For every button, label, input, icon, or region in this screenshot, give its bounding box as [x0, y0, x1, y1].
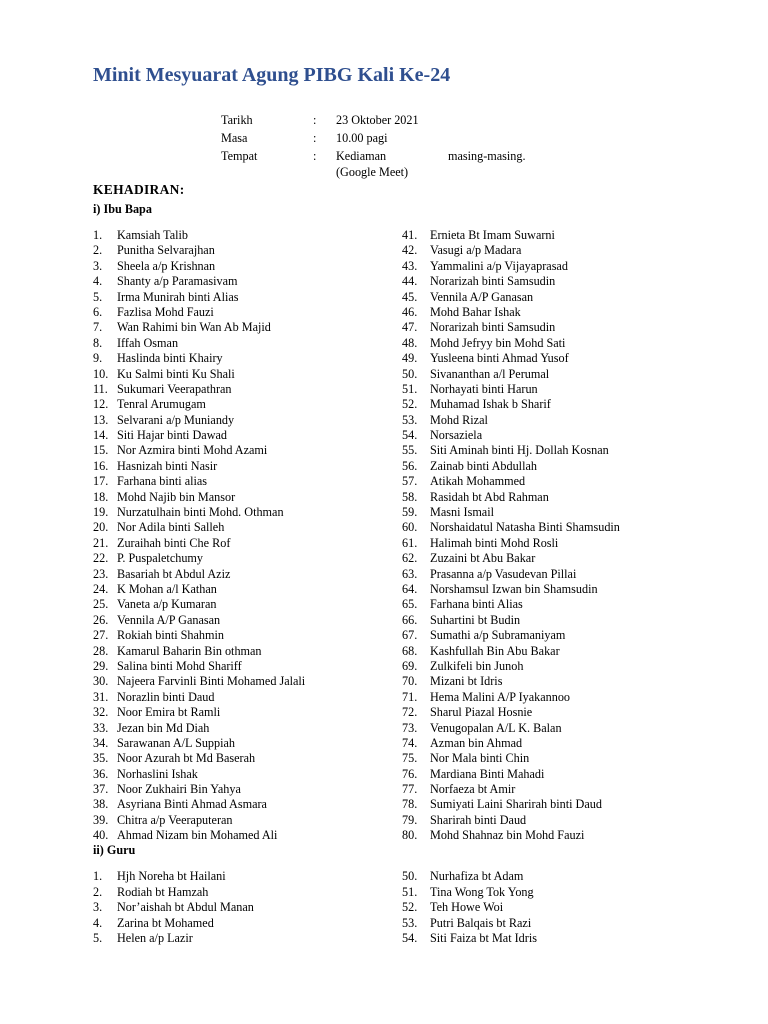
- list-item-name: Rasidah bt Abd Rahman: [430, 489, 549, 504]
- time-colon: :: [313, 131, 317, 145]
- list-item-name: Noor Emira bt Ramli: [117, 705, 221, 720]
- list-item-name: Kamarul Baharin Bin othman: [117, 643, 262, 658]
- list-item-number: 40.: [93, 828, 109, 843]
- list-item-number: 65.: [402, 597, 418, 612]
- list-item-name: Nurhafiza bt Adam: [430, 869, 524, 883]
- list-item-name: Ku Salmi binti Ku Shali: [117, 366, 235, 381]
- list-item-number: 67.: [402, 628, 418, 643]
- list-item-number: 61.: [402, 535, 418, 550]
- list-item-number: 32.: [93, 705, 109, 720]
- date-value: 23 Oktober 2021: [336, 113, 419, 127]
- list-item-name: Nor Mala binti Chin: [430, 751, 530, 766]
- list-item-name: Wan Rahimi bin Wan Ab Majid: [117, 320, 271, 335]
- list-item-number: 38.: [93, 797, 109, 812]
- list-item-name: Punitha Selvarajhan: [117, 243, 215, 258]
- list-item-number: 4.: [93, 274, 103, 289]
- list-item-number: 28.: [93, 643, 109, 658]
- list-item-name: Ernieta Bt Imam Suwarni: [430, 228, 555, 242]
- list-item-number: 34.: [93, 735, 109, 750]
- list-item-number: 30.: [93, 674, 109, 689]
- list-item-name: Nor’aishah bt Abdul Manan: [117, 900, 254, 915]
- list-item-name: Noor Zukhairi Bin Yahya: [117, 782, 241, 797]
- date-colon: :: [313, 113, 317, 127]
- list-item-number: 6.: [93, 304, 103, 319]
- list-item-name: Norfaeza bt Amir: [430, 782, 516, 797]
- list-item-name: Siti Aminah binti Hj. Dollah Kosnan: [430, 443, 609, 458]
- list-item-number: 79.: [402, 812, 418, 827]
- list-item-number: 51.: [402, 381, 418, 396]
- list-item-name: Nor Adila binti Salleh: [117, 520, 225, 535]
- list-item-name: Mohd Najib bin Mansor: [117, 489, 236, 504]
- list-item-name: Vasugi a/p Madara: [430, 243, 522, 258]
- list-item-name: Farhana binti alias: [117, 474, 208, 489]
- list-item-name: Nurzatulhain binti Mohd. Othman: [117, 505, 284, 520]
- list-item-number: 50.: [402, 366, 418, 381]
- list-item-number: 50.: [402, 869, 418, 883]
- list-item-number: 4.: [93, 915, 103, 930]
- list-item-number: 10.: [93, 366, 109, 381]
- list-item-number: 21.: [93, 535, 109, 550]
- list-item-number: 37.: [93, 782, 109, 797]
- list-item-name: Hema Malini A/P Iyakannoo: [430, 689, 571, 704]
- date-label: Tarikh: [221, 113, 253, 127]
- list-item-number: 31.: [93, 689, 109, 704]
- list-item-name: Najeera Farvinli Binti Mohamed Jalali: [117, 674, 306, 689]
- list-item-name: Chitra a/p Veeraputeran: [117, 812, 233, 827]
- list-item-number: 68.: [402, 643, 418, 658]
- list-item-number: 60.: [402, 520, 418, 535]
- parents-heading: i) Ibu Bapa: [93, 202, 152, 216]
- list-item-name: Hjh Noreha bt Hailani: [117, 869, 226, 883]
- list-item-number: 52.: [402, 397, 418, 412]
- list-item-number: 80.: [402, 828, 418, 843]
- list-item-name: Yammalini a/p Vijayaprasad: [430, 258, 568, 273]
- list-item-number: 16.: [93, 458, 109, 473]
- teachers-heading: ii) Guru: [93, 843, 136, 857]
- list-item-number: 39.: [93, 812, 109, 827]
- list-item-number: 72.: [402, 705, 418, 720]
- list-item-name: Vennila A/P Ganasan: [430, 289, 534, 304]
- list-item-name: Noor Azurah bt Md Baserah: [117, 751, 256, 766]
- list-item-number: 48.: [402, 335, 418, 350]
- list-item-number: 44.: [402, 274, 418, 289]
- list-item-number: 2.: [93, 884, 103, 899]
- list-item-number: 77.: [402, 782, 418, 797]
- list-item-number: 53.: [402, 412, 418, 427]
- list-item-number: 71.: [402, 689, 418, 704]
- list-item-number: 14.: [93, 428, 109, 443]
- list-item-number: 69.: [402, 658, 418, 673]
- list-item-number: 22.: [93, 551, 109, 566]
- list-item-name: K Mohan a/l Kathan: [117, 581, 217, 596]
- list-item-number: 18.: [93, 489, 109, 504]
- list-item-number: 66.: [402, 612, 418, 627]
- list-item-number: 17.: [93, 474, 109, 489]
- list-item-name: Norshamsul Izwan bin Shamsudin: [430, 581, 598, 596]
- list-item-number: 54.: [402, 428, 418, 443]
- list-item-number: 57.: [402, 474, 418, 489]
- list-item-name: Haslinda binti Khairy: [117, 351, 223, 366]
- list-item-name: Sheela a/p Krishnan: [117, 258, 216, 273]
- list-item-number: 12.: [93, 397, 109, 412]
- list-item-name: Norsaziela: [430, 428, 483, 443]
- list-item-name: Suhartini bt Budin: [430, 612, 521, 627]
- list-item-name: Sumathi a/p Subramaniyam: [430, 628, 566, 643]
- list-item-number: 49.: [402, 351, 418, 366]
- attendance-heading: KEHADIRAN:: [93, 182, 185, 197]
- list-item-number: 3.: [93, 258, 103, 273]
- list-item-name: Salina binti Mohd Shariff: [117, 658, 242, 673]
- list-item-name: Tenral Arumugam: [117, 397, 206, 412]
- place-colon: :: [313, 149, 317, 163]
- list-item-name: Sivananthan a/l Perumal: [430, 366, 550, 381]
- list-item-number: 13.: [93, 412, 109, 427]
- list-item-name: Zuraihah binti Che Rof: [117, 535, 231, 550]
- list-item-name: Sharirah binti Daud: [430, 812, 527, 827]
- list-item-number: 46.: [402, 304, 418, 319]
- list-item-number: 15.: [93, 443, 109, 458]
- list-item-name: Mizani bt Idris: [430, 674, 503, 689]
- list-item-name: Helen a/p Lazir: [117, 931, 193, 946]
- list-item-name: Norazlin binti Daud: [117, 689, 215, 704]
- time-value: 10.00 pagi: [336, 131, 388, 145]
- list-item-name: Norhayati binti Harun: [430, 381, 538, 396]
- list-item-name: Tina Wong Tok Yong: [430, 884, 534, 899]
- list-item-number: 20.: [93, 520, 109, 535]
- list-item-number: 25.: [93, 597, 109, 612]
- list-item-name: Siti Faiza bt Mat Idris: [430, 931, 537, 946]
- list-item-number: 5.: [93, 289, 103, 304]
- list-item-name: Kashfullah Bin Abu Bakar: [430, 643, 560, 658]
- list-item-name: Prasanna a/p Vasudevan Pillai: [430, 566, 577, 581]
- list-item-number: 1.: [93, 869, 103, 883]
- list-item-name: Yusleena binti Ahmad Yusof: [430, 351, 569, 366]
- list-item-name: Jezan bin Md Diah: [117, 720, 210, 735]
- list-item-name: Iffah Osman: [117, 335, 179, 350]
- list-item-number: 5.: [93, 931, 103, 946]
- list-item-number: 47.: [402, 320, 418, 335]
- list-item-name: Vaneta a/p Kumaran: [117, 597, 217, 612]
- place-value-part-2: masing-masing.: [448, 149, 526, 163]
- list-item-name: Basariah bt Abdul Aziz: [117, 566, 231, 581]
- place-label: Tempat: [221, 149, 258, 163]
- list-item-number: 9.: [93, 351, 103, 366]
- list-item-number: 52.: [402, 900, 418, 915]
- list-item-number: 26.: [93, 612, 109, 627]
- list-item-number: 76.: [402, 766, 418, 781]
- list-item-number: 62.: [402, 551, 418, 566]
- list-item-name: Zulkifeli bin Junoh: [430, 658, 524, 673]
- list-item-number: 64.: [402, 581, 418, 596]
- list-item-name: Sarawanan A/L Suppiah: [117, 735, 236, 750]
- list-item-number: 23.: [93, 566, 109, 581]
- list-item-name: Zainab binti Abdullah: [430, 458, 537, 473]
- list-item-number: 42.: [402, 243, 418, 258]
- list-item-number: 51.: [402, 884, 418, 899]
- list-item-number: 59.: [402, 505, 418, 520]
- list-item-name: Atikah Mohammed: [430, 474, 526, 489]
- place-value-part-3: (Google Meet): [336, 165, 409, 179]
- list-item-number: 70.: [402, 674, 418, 689]
- list-item-name: Vennila A/P Ganasan: [117, 612, 221, 627]
- list-item-name: Shanty a/p Paramasivam: [117, 274, 238, 289]
- list-item-name: Sumiyati Laini Sharirah binti Daud: [430, 797, 602, 812]
- list-item-number: 11.: [93, 381, 108, 396]
- list-item-name: Rokiah binti Shahmin: [117, 628, 224, 643]
- list-item-name: Hasnizah binti Nasir: [117, 458, 218, 473]
- document-title: Minit Mesyuarat Agung PIBG Kali Ke-24: [93, 64, 451, 86]
- list-item-number: 55.: [402, 443, 418, 458]
- list-item-name: Mohd Shahnaz bin Mohd Fauzi: [430, 828, 585, 843]
- list-item-number: 1.: [93, 228, 103, 242]
- list-item-name: Halimah binti Mohd Rosli: [430, 535, 559, 550]
- list-item-name: Kamsiah Talib: [117, 228, 189, 242]
- list-item-name: Venugopalan A/L K. Balan: [430, 720, 562, 735]
- list-item-number: 29.: [93, 658, 109, 673]
- list-item-name: P. Puspaletchumy: [117, 551, 203, 566]
- list-item-name: Mohd Jefryy bin Mohd Sati: [430, 335, 566, 350]
- list-item-number: 63.: [402, 566, 418, 581]
- list-item-name: Azman bin Ahmad: [430, 735, 523, 750]
- list-item-name: Norhaslini Ishak: [117, 766, 198, 781]
- list-item-number: 54.: [402, 931, 418, 946]
- list-item-number: 2.: [93, 243, 103, 258]
- list-item-name: Norarizah binti Samsudin: [430, 274, 556, 289]
- list-item-name: Nor Azmira binti Mohd Azami: [117, 443, 268, 458]
- list-item-number: 3.: [93, 900, 103, 915]
- list-item-name: Asyriana Binti Ahmad Asmara: [117, 797, 267, 812]
- list-item-name: Sukumari Veerapathran: [117, 381, 232, 396]
- list-item-name: Norshaidatul Natasha Binti Shamsudin: [430, 520, 620, 535]
- list-item-number: 7.: [93, 320, 103, 335]
- list-item-number: 78.: [402, 797, 418, 812]
- place-value-part-1: Kediaman: [336, 149, 387, 163]
- list-item-name: Zarina bt Mohamed: [117, 915, 214, 930]
- list-item-name: Norarizah binti Samsudin: [430, 320, 556, 335]
- list-item-number: 73.: [402, 720, 418, 735]
- list-item-name: Selvarani a/p Muniandy: [117, 412, 235, 427]
- list-item-name: Sharul Piazal Hosnie: [430, 705, 533, 720]
- list-item-name: Masni Ismail: [430, 505, 494, 520]
- time-label: Masa: [221, 131, 248, 145]
- list-item-number: 58.: [402, 489, 418, 504]
- list-item-number: 74.: [402, 735, 418, 750]
- list-item-name: Ahmad Nizam bin Mohamed Ali: [117, 828, 278, 843]
- list-item-name: Putri Balqais bt Razi: [430, 915, 532, 930]
- list-item-number: 56.: [402, 458, 418, 473]
- list-item-number: 35.: [93, 751, 109, 766]
- list-item-name: Muhamad Ishak b Sharif: [430, 397, 551, 412]
- list-item-number: 43.: [402, 258, 418, 273]
- list-item-name: Farhana binti Alias: [430, 597, 523, 612]
- list-item-name: Irma Munirah binti Alias: [117, 289, 239, 304]
- list-item-number: 24.: [93, 581, 109, 596]
- list-item-name: Teh Howe Woi: [430, 900, 504, 915]
- list-item-number: 8.: [93, 335, 103, 350]
- list-item-number: 75.: [402, 751, 418, 766]
- list-item-name: Mardiana Binti Mahadi: [430, 766, 545, 781]
- list-item-number: 27.: [93, 628, 109, 643]
- list-item-name: Zuzaini bt Abu Bakar: [430, 551, 536, 566]
- list-item-name: Fazlisa Mohd Fauzi: [117, 304, 214, 319]
- list-item-number: 41.: [402, 228, 418, 242]
- list-item-number: 36.: [93, 766, 109, 781]
- list-item-name: Siti Hajar binti Dawad: [117, 428, 228, 443]
- list-item-number: 19.: [93, 505, 109, 520]
- list-item-name: Mohd Rizal: [430, 412, 488, 427]
- list-item-number: 53.: [402, 915, 418, 930]
- list-item-name: Rodiah bt Hamzah: [117, 884, 209, 899]
- list-item-name: Mohd Bahar Ishak: [430, 304, 521, 319]
- list-item-number: 33.: [93, 720, 109, 735]
- list-item-number: 45.: [402, 289, 418, 304]
